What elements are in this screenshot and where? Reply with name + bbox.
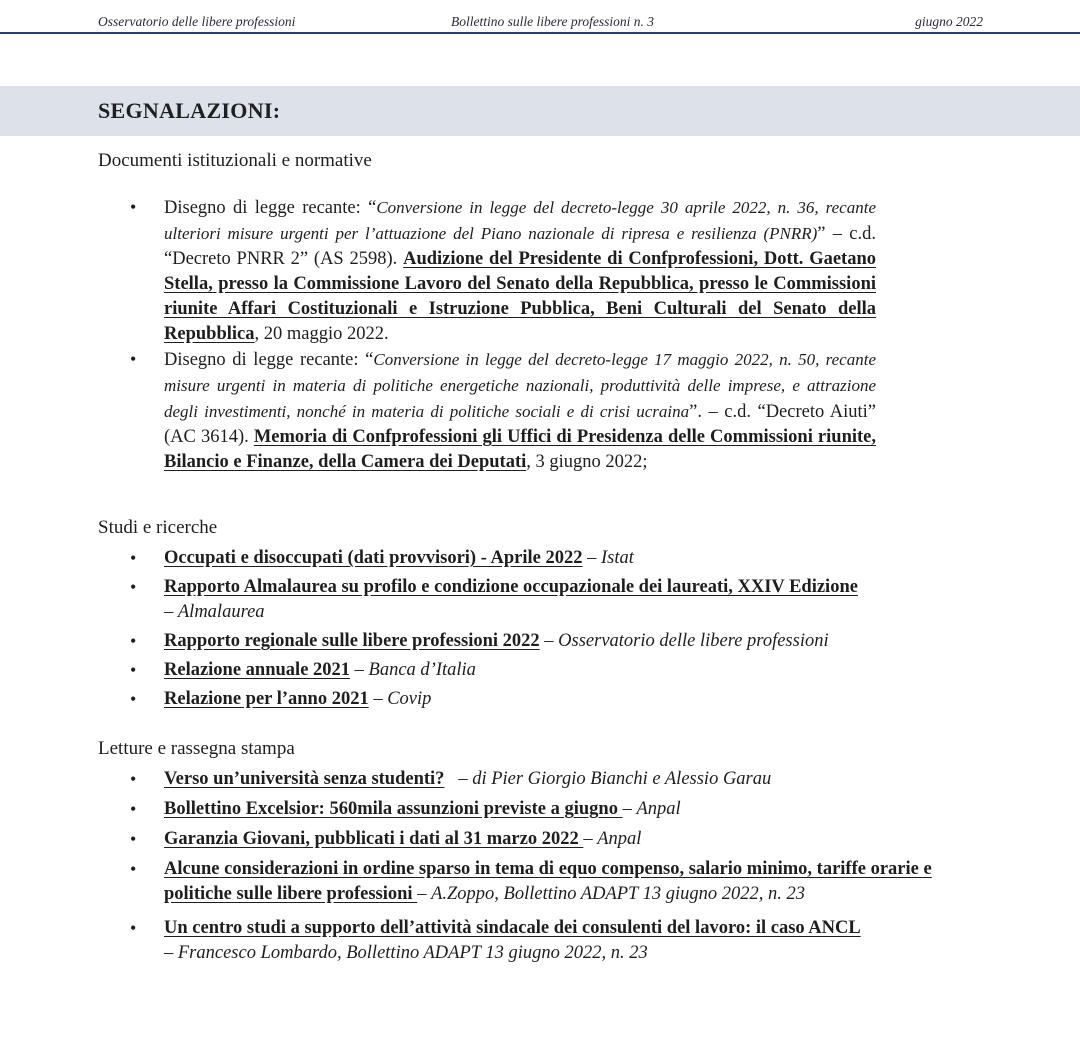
memoria-link[interactable]: Memoria di Confprofessioni gli Uffici di Presidenza delle Commissioni riunite, Bilancio e Finanze, della Camera dei Deputati: [164, 427, 876, 472]
separator: –: [622, 799, 637, 819]
bullet-icon: •: [130, 769, 137, 789]
universita-link[interactable]: Verso un’università senza studenti?: [164, 769, 445, 789]
source: Istat: [600, 548, 634, 568]
decree-title: Conversione in legge del decreto-legge 17 maggio 2022, n. 50, recante misure urgenti in materia di politiche energetiche nazionali, produttività delle imprese, e attrazione degli investimenti, nonché in materia di politiche sociali e di crisi ucraina: [164, 350, 876, 421]
bullet-icon: •: [130, 689, 137, 709]
istat-link[interactable]: Occupati e disoccupati (dati provvisori) - Aprile 2022: [164, 548, 583, 568]
header-left: Osservatorio delle libere professioni: [98, 14, 296, 29]
source: Banca d’Italia: [368, 660, 476, 680]
separator: –: [368, 689, 388, 709]
separator: –: [350, 660, 369, 680]
list-item: [0, 827, 1080, 852]
equo-compenso-link[interactable]: Alcune considerazioni in ordine sparso in tema di equo compenso, salario minimo, tariffe orarie e politiche sulle libere professioni: [164, 859, 932, 904]
bullet-icon: •: [130, 829, 137, 849]
separator: –: [417, 884, 432, 904]
audizione-link[interactable]: Audizione del Presidente di Confprofessioni, Dott. Gaetano Stella, presso la Commissione Lavoro del Senato della Repubblica, presso le Commissioni riunite Affari Costituzionali e Istruzione Pubblica, Beni Culturali del Senato della Repubblica: [164, 249, 877, 344]
item-prefix: Disegno di legge recante: “: [164, 198, 377, 218]
running-header: [98, 14, 983, 32]
bullet-icon: •: [130, 577, 137, 597]
list-item: [0, 857, 1080, 907]
source: Anpal: [597, 829, 642, 849]
item-mid: ” – c.d. “Decreto PNRR 2” (AS 2598).: [164, 224, 876, 269]
list-item: [0, 546, 1080, 571]
rapporto-regionale-link[interactable]: Rapporto regionale sulle libere professioni 2022: [164, 631, 540, 651]
list-item: [0, 658, 1080, 683]
bullet-icon: •: [130, 548, 137, 568]
bullet-icon: •: [130, 859, 137, 879]
list-item: [0, 767, 1080, 792]
excelsior-link[interactable]: Bollettino Excelsior: 560mila assunzioni previste a giugno: [164, 799, 623, 819]
relazione-annuale-link[interactable]: Relazione annuale 2021: [164, 660, 351, 680]
source: Anpal: [636, 799, 681, 819]
section-title-documenti: Documenti istituzionali e normative: [98, 150, 372, 171]
bullet-icon: •: [130, 918, 137, 938]
list-item: [0, 629, 1080, 654]
source: di Pier Giorgio Bianchi e Alessio Garau: [472, 769, 772, 789]
bullet-icon: •: [130, 660, 137, 680]
list-item: [0, 195, 1080, 347]
list-item: [0, 347, 1080, 475]
almalaurea-link[interactable]: Rapporto Almalaurea su profilo e condizione occupazionale dei laureati, XXIV Edizione: [164, 577, 858, 597]
decree-title: Conversione in legge del decreto-legge 30 aprile 2022, n. 36, recante ulteriori misure urgenti per l’attuazione del Piano nazionale di ripresa e resilienza (PNRR): [164, 198, 876, 243]
source: Covip: [387, 689, 432, 709]
covip-link[interactable]: Relazione per l’anno 2021: [164, 689, 369, 709]
list-item: [0, 797, 1080, 822]
bullet-icon: •: [130, 631, 137, 651]
list-item: [0, 575, 1080, 625]
source: Francesco Lombardo, Bollettino ADAPT 13 giugno 2022, n. 23: [177, 943, 648, 963]
list-item: [0, 916, 1080, 966]
separator: –: [582, 548, 601, 568]
separator: –: [583, 829, 598, 849]
section-band: [0, 86, 1080, 136]
separator: –: [444, 769, 473, 789]
garanzia-giovani-link[interactable]: Garanzia Giovani, pubblicati i dati al 31 marzo 2022: [164, 829, 584, 849]
separator: –: [539, 631, 559, 651]
bullet-icon: •: [130, 197, 137, 217]
source: Almalaurea: [177, 602, 265, 622]
studi-list: [0, 546, 1080, 712]
item-suffix: , 3 giugno 2022;: [526, 452, 648, 472]
anc-link[interactable]: Un centro studi a supporto dell’attività sindacale dei consulenti del lavoro: il caso ANCL: [164, 918, 861, 938]
header-right: giugno 2022: [915, 14, 983, 29]
band-title: SEGNALAZIONI:: [98, 98, 281, 123]
item-suffix: , 20 maggio 2022.: [254, 324, 389, 344]
source: A.Zoppo, Bollettino ADAPT 13 giugno 2022, n. 23: [431, 884, 806, 904]
letture-list: [0, 767, 1080, 966]
separator: –: [164, 602, 178, 622]
bullet-icon: •: [130, 349, 137, 369]
source: Osservatorio delle libere professioni: [558, 631, 829, 651]
section-title-letture: Letture e rassegna stampa: [98, 738, 295, 759]
documenti-list: [0, 195, 1080, 475]
section-title-studi: Studi e ricerche: [98, 517, 218, 538]
item-prefix: Disegno di legge recante: “: [164, 350, 374, 370]
bullet-icon: •: [130, 799, 137, 819]
header-center: Bollettino sulle libere professioni n. 3: [451, 14, 654, 29]
separator: –: [164, 943, 178, 963]
item-mid: ”. – c.d. “Decreto Aiuti” (AC 3614).: [164, 402, 876, 447]
list-item: [0, 687, 1080, 712]
header-rule: [0, 32, 1080, 34]
